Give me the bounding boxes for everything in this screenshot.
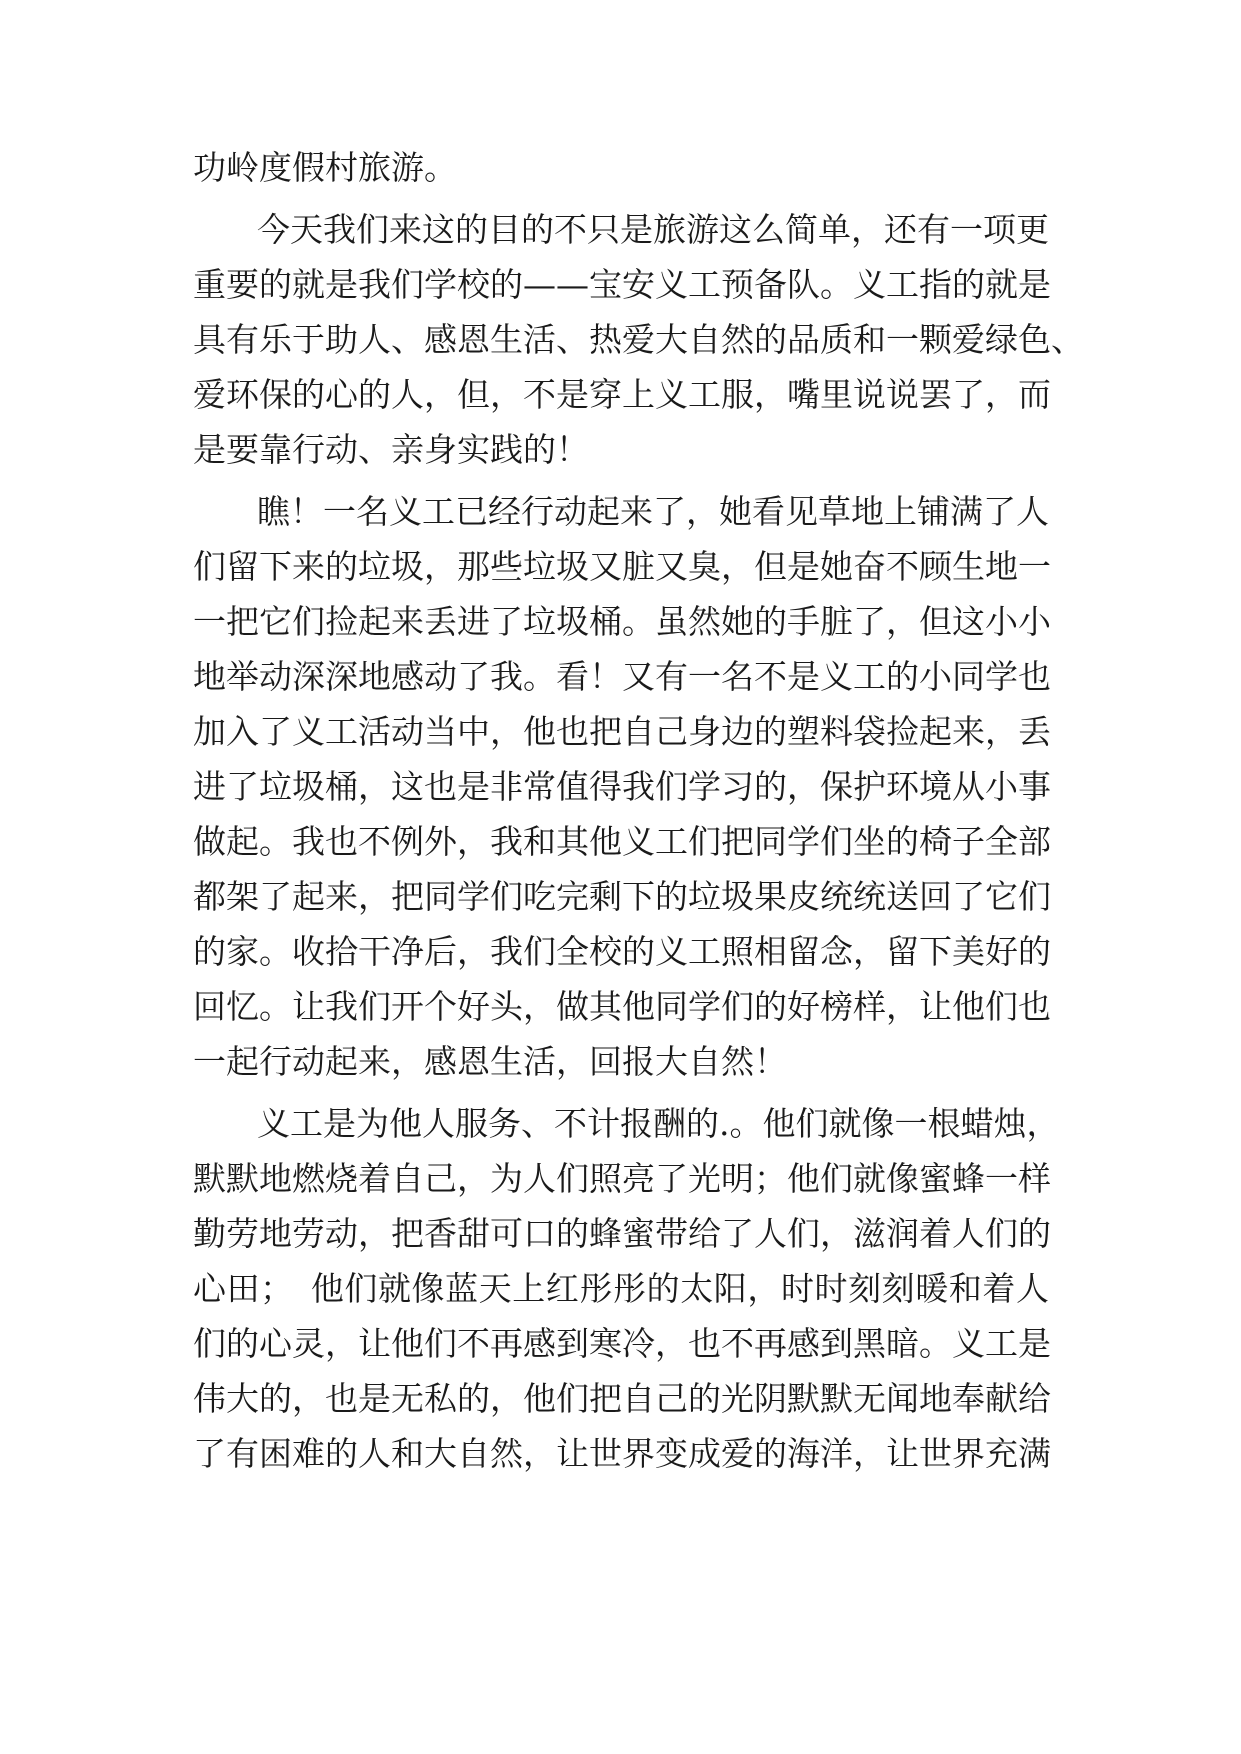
- text-line: 地举动深深地感动了我。看！又有一名不是义工的小同学也: [193, 657, 1051, 696]
- text-line: 一起行动起来，感恩生活，回报大自然！: [193, 1042, 787, 1081]
- text-line: 们的心灵，让他们不再感到寒冷，也不再感到黑暗。义工是: [193, 1324, 1051, 1363]
- text-line: 是要靠行动、亲身实践的！: [193, 430, 589, 469]
- text-line: 爱环保的心的人，但，不是穿上义工服，嘴里说说罢了，而: [193, 375, 1051, 414]
- text-line: 们留下来的垃圾，那些垃圾又脏又臭，但是她奋不顾生地一: [193, 547, 1051, 586]
- text-line: 默默地燃烧着自己，为人们照亮了光明；他们就像蜜蜂一样: [193, 1159, 1051, 1198]
- text-line: 瞧！一名义工已经行动起来了，她看见草地上铺满了人: [257, 492, 1049, 531]
- text-line: 重要的就是我们学校的——宝安义工预备队。义工指的就是: [193, 265, 1051, 304]
- text-line: 心田； 他们就像蓝天上红彤彤的太阳，时时刻刻暖和着人: [193, 1269, 1049, 1308]
- text-line: 功岭度假村旅游。: [193, 148, 457, 187]
- text-line: 义工是为他人服务、不计报酬的.。他们就像一根蜡烛，: [257, 1104, 1060, 1143]
- text-line: 做起。我也不例外，我和其他义工们把同学们坐的椅子全部: [193, 822, 1051, 861]
- text-line: 进了垃圾桶，这也是非常值得我们学习的，保护环境从小事: [193, 767, 1051, 806]
- text-line: 一把它们捡起来丢进了垃圾桶。虽然她的手脏了，但这小小: [193, 602, 1051, 641]
- text-line: 的家。收拾干净后，我们全校的义工照相留念，留下美好的: [193, 932, 1051, 971]
- text-line: 都架了起来，把同学们吃完剩下的垃圾果皮统统送回了它们: [193, 877, 1051, 916]
- text-line: 具有乐于助人、感恩生活、热爱大自然的品质和一颗爱绿色、: [193, 320, 1084, 359]
- text-line: 今天我们来这的目的不只是旅游这么简单，还有一项更: [257, 210, 1049, 249]
- text-line: 了有困难的人和大自然，让世界变成爱的海洋，让世界充满: [193, 1434, 1051, 1473]
- text-line: 加入了义工活动当中，他也把自己身边的塑料袋捡起来，丢: [193, 712, 1051, 751]
- text-line: 回忆。让我们开个好头，做其他同学们的好榜样，让他们也: [193, 987, 1051, 1026]
- text-line: 勤劳地劳动，把香甜可口的蜂蜜带给了人们，滋润着人们的: [193, 1214, 1051, 1253]
- text-line: 伟大的，也是无私的，他们把自己的光阴默默无闻地奉献给: [193, 1379, 1051, 1418]
